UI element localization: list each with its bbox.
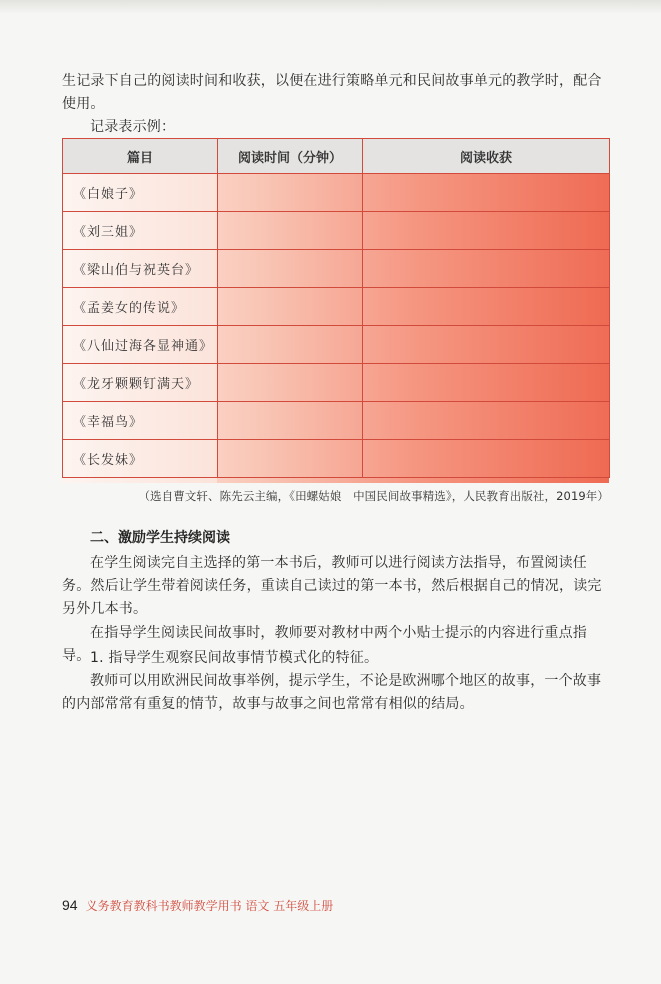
table-row (63, 174, 610, 212)
table-row (63, 364, 610, 402)
row-title: 《梁山伯与祝英台》 (63, 250, 218, 288)
header-title: 篇目 (63, 139, 218, 174)
time-cell (218, 326, 363, 364)
gains-cell (363, 440, 610, 478)
gains-cell (363, 326, 610, 364)
numbered-point: 1. 指导学生观察民间故事情节模式化的特征。 (90, 650, 379, 666)
row-title: 《幸福鸟》 (63, 402, 218, 440)
row-title: 《白娘子》 (63, 174, 218, 212)
body-paragraph: 教师可以用欧洲民间故事举例，提示学生，不论是欧洲哪个地区的故事，一个故事的内部常常有重复的情节，故事与故事之间也常常有相似的结局。 (62, 673, 602, 712)
source-note: （选自曹文轩、陈先云主编，《田螺姑娘 中国民间故事精选》，人民教育出版社，2019年） (138, 489, 609, 503)
body-paragraph: 在指导学生阅读民间故事时，教师要对教材中两个小贴士提示的内容进行重点指导。 (62, 625, 587, 664)
row-title: 《刘三姐》 (63, 212, 218, 250)
table-row (63, 250, 610, 288)
row-title: 《八仙过海各显神通》 (63, 326, 218, 364)
time-cell (218, 250, 363, 288)
table-header-row (63, 139, 610, 174)
record-table-label: 记录表示例： (90, 119, 176, 135)
intro-paragraph: 生记录下自己的阅读时间和收获，以便在进行策略单元和民间故事单元的教学时，配合使用。 (62, 73, 602, 112)
row-title: 《孟姜女的传说》 (63, 288, 218, 326)
time-cell (218, 212, 363, 250)
book-title: 义务教育教科书教师教学用书 语文 五年级上册 (85, 899, 334, 913)
header-reading-time: 阅读时间（分钟） (218, 139, 363, 174)
time-cell (218, 402, 363, 440)
row-title: 《龙牙颗颗钉满天》 (63, 364, 218, 402)
gains-cell (363, 250, 610, 288)
gains-cell (363, 402, 610, 440)
time-cell (218, 174, 363, 212)
gains-cell (363, 212, 610, 250)
gains-cell (363, 364, 610, 402)
section-title: 二、激励学生持续阅读 (90, 530, 230, 546)
gains-cell (363, 174, 610, 212)
header-reading-gains: 阅读收获 (363, 139, 610, 174)
gains-cell (363, 288, 610, 326)
time-cell (218, 440, 363, 478)
time-cell (218, 288, 363, 326)
time-cell (218, 364, 363, 402)
table-row (63, 212, 610, 250)
reading-record-table (62, 138, 610, 478)
body-paragraph: 在学生阅读完自主选择的第一本书后，教师可以进行阅读方法指导，布置阅读任务。然后让学生带着阅读任务，重读自己读过的第一本书，然后根据自己的情况，读完另外几本书。 (62, 555, 602, 617)
page-footer (62, 897, 333, 914)
row-title: 《长发妹》 (63, 440, 218, 478)
table-row (63, 440, 610, 478)
page-number: 94 (62, 897, 78, 913)
table-row (63, 288, 610, 326)
page-top-shadow (0, 0, 661, 14)
table-row (63, 402, 610, 440)
table-row (63, 326, 610, 364)
